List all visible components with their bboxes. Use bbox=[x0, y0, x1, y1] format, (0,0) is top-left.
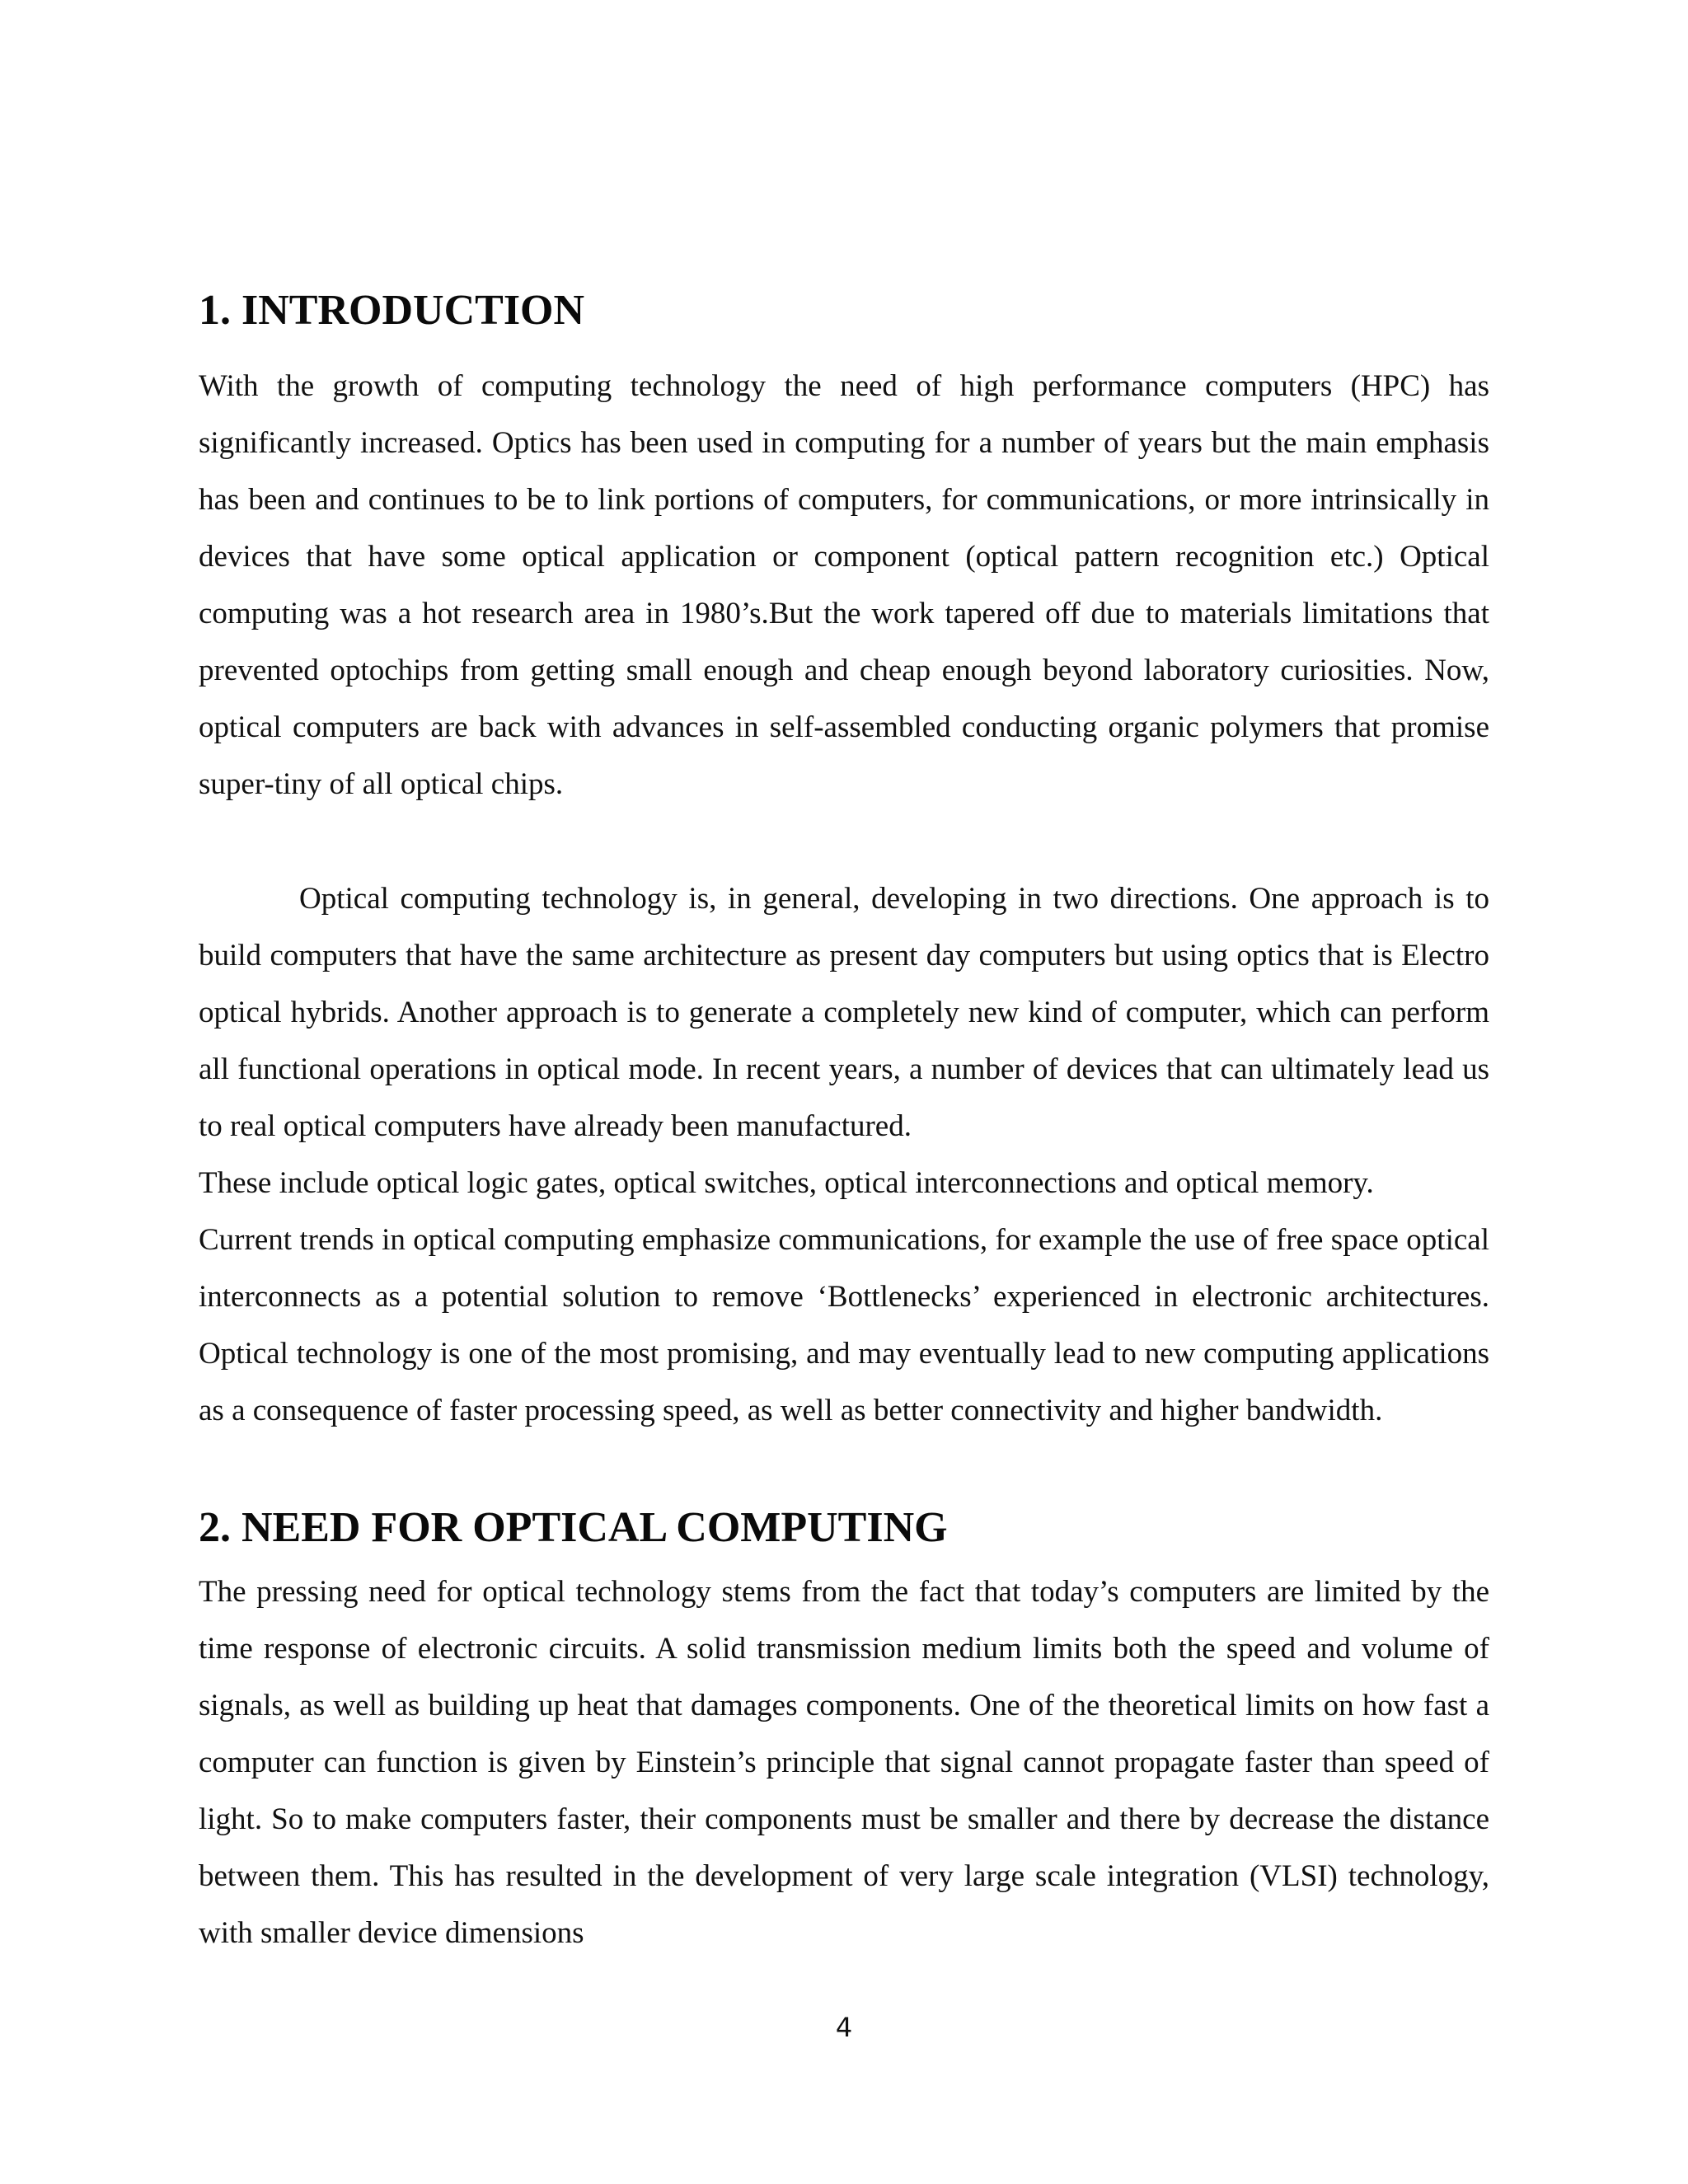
intro-paragraph-3-block bbox=[199, 1155, 1489, 1212]
page-number: 4 bbox=[835, 2012, 853, 2043]
intro-paragraph-3: These include optical logic gates, optical switches, optical interconnections and optical memory. bbox=[199, 1166, 1374, 1200]
need-paragraph-1: The pressing need for optical technology stems from the fact that today’s computers are limited by the time response of electronic circuits. A solid transmission medium limits both the speed and volume of signals, as well as building up heat that damages components. One of the theoretical limits on how fast a computer can function is given by Einstein’s principle that signal cannot propagate faster than speed of light. So to make computers faster, their components must be smaller and there by decrease the distance between them. This has resulted in the development of very large scale integration (VLSI) technology, with smaller device dimensions bbox=[199, 1575, 1489, 1950]
intro-paragraph-4: Current trends in optical computing emphasize communications, for example the use of free space optical interconnects as a potential solution to remove ‘Bottlenecks’ experienced in electronic architectures. Optical technology is one of the most promising, and may eventually lead to new computing applications as a consequence of faster processing speed, as well as better connectivity and higher bandwidth. bbox=[199, 1223, 1489, 1427]
intro-paragraph-1-block bbox=[199, 358, 1489, 813]
need-paragraph-1-block bbox=[199, 1563, 1489, 1961]
section-need-for-optical-computing bbox=[199, 1502, 1489, 1554]
section-heading-introduction: 1. INTRODUCTION bbox=[199, 287, 585, 334]
section-heading-need: 2. NEED FOR OPTICAL COMPUTING bbox=[199, 1504, 948, 1551]
section-introduction bbox=[199, 284, 1489, 337]
intro-paragraph-2: Optical computing technology is, in general, developing in two directions. One approach is to build computers that have the same architecture as present day computers but using optics that is Electro optical hybrids. Another approach is to generate a completely new kind of computer, which can perform all functional operations in optical mode. In recent years, a number of devices that can ultimately lead us to real optical computers have already been manufactured. bbox=[199, 882, 1489, 1143]
intro-paragraph-4-block bbox=[199, 1212, 1489, 1439]
intro-paragraph-1: With the growth of computing technology the need of high performance computers (HPC) has significantly increased. Optics has been used in computing for a number of years but the main emphasis has been and continues to be to link portions of computers, for communications, or more intrinsically in devices that have some optical application or component (optical pattern recognition etc.) Optical computing was a hot research area in 1980’s.But the work tapered off due to materials limitations that prevented optochips from getting small enough and cheap enough beyond laboratory curiosities. Now, optical computers are back with advances in self-assembled conducting organic polymers that promise super-tiny of all optical chips. bbox=[199, 369, 1489, 801]
intro-paragraph-2-block bbox=[199, 870, 1489, 1155]
